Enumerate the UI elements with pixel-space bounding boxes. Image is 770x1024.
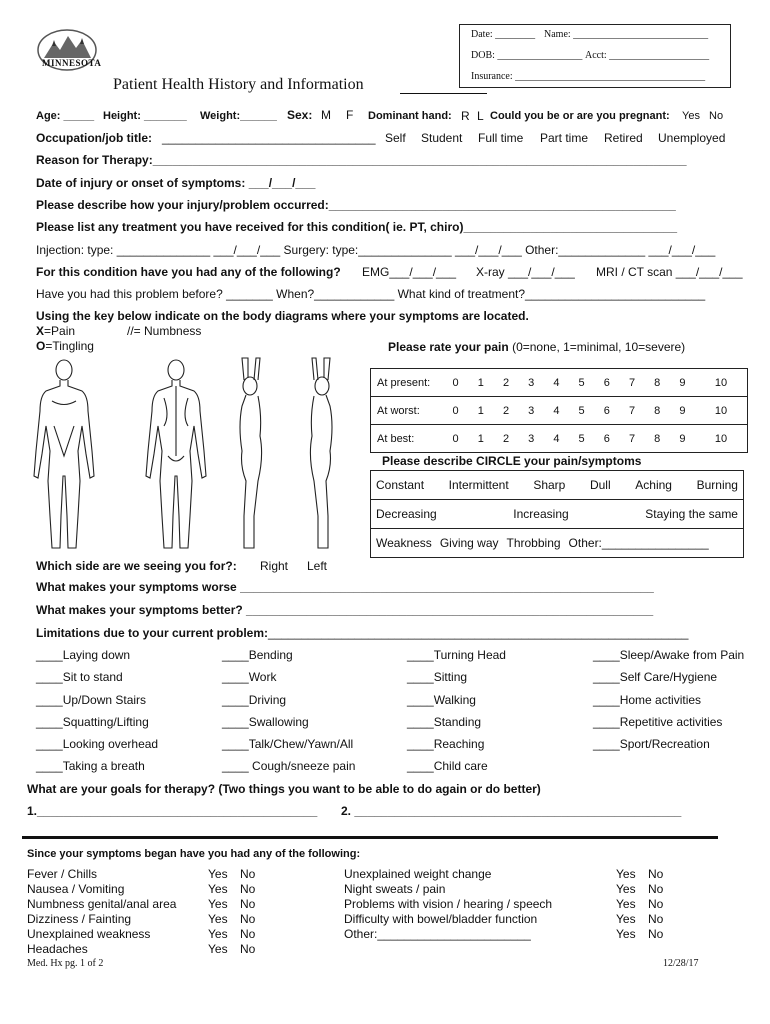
key-x-text: =Pain (44, 324, 76, 338)
pain-score[interactable]: 10 (695, 397, 747, 425)
title-underline (400, 93, 487, 94)
yes-option[interactable]: Yes (616, 912, 636, 926)
footer-page-number: Med. Hx pg. 1 of 2 (27, 958, 104, 969)
dob-field[interactable]: DOB: _________________ (471, 50, 583, 61)
pain-score[interactable]: 3 (519, 397, 544, 425)
sex-label: Sex: (287, 108, 313, 122)
prior-problem-field[interactable]: Have you had this problem before? _______ When?____________ What kind of treatment?___________________________ (36, 287, 706, 301)
limitation-item[interactable]: ____Reaching (407, 737, 485, 751)
red-flag-row (27, 867, 267, 882)
no-option[interactable]: No (648, 867, 664, 881)
red-flag-item: Nausea / Vomiting (27, 882, 125, 896)
pain-score[interactable]: 8 (645, 425, 670, 453)
limitation-item[interactable]: ____Sport/Recreation (593, 737, 710, 751)
pain-score[interactable]: 2 (493, 397, 518, 425)
footer-date: 12/28/17 (663, 958, 699, 969)
side-label: Which side are we seeing you for?: (36, 559, 237, 573)
pain-row-best (371, 425, 748, 453)
red-flag-row (27, 882, 267, 897)
since-left-column (27, 867, 267, 957)
xray-field[interactable]: X-ray ___/___/___ (476, 265, 575, 279)
limitation-item[interactable]: ____ Cough/sneeze pain (222, 759, 356, 773)
pain-score[interactable]: 5 (569, 369, 594, 397)
red-flag-item: Unexplained weakness (27, 927, 151, 941)
pain-rating-table (370, 368, 748, 453)
red-flag-item: Problems with vision / hearing / speech (344, 897, 553, 911)
goal-two-field[interactable]: 2. _________________________________________________ (341, 804, 682, 818)
limitation-item[interactable]: ____Driving (222, 693, 287, 707)
pain-score[interactable]: 1 (468, 425, 493, 453)
pain-score[interactable]: 6 (594, 425, 619, 453)
yes-option[interactable]: Yes (616, 867, 636, 881)
occupation-unemployed-option[interactable]: Unemployed (658, 131, 726, 145)
side-right-option[interactable]: Right (260, 559, 289, 573)
yes-option[interactable]: Yes (208, 942, 228, 956)
occupation-field[interactable]: ________________________________ (162, 131, 376, 145)
goal-one-field[interactable]: 1.__________________________________________ (27, 804, 318, 818)
symptom-option[interactable]: Sharp (533, 478, 566, 492)
yes-option[interactable]: Yes (208, 867, 228, 881)
worse-field[interactable]: What makes your symptoms worse ______________________________________________________________ (36, 580, 654, 594)
pain-score[interactable]: 10 (695, 369, 747, 397)
symptom-row (371, 471, 744, 500)
pain-score[interactable]: 5 (569, 425, 594, 453)
symptom-option[interactable]: Constant (376, 478, 425, 492)
key-x-letter: X (36, 324, 45, 338)
sex-f-option[interactable]: F (346, 108, 354, 122)
limitation-item[interactable]: ____Talk/Chew/Yawn/All (222, 737, 354, 751)
yes-option[interactable]: Yes (616, 927, 636, 941)
pain-score[interactable]: 9 (670, 425, 695, 453)
yes-option[interactable]: Yes (616, 882, 636, 896)
clinic-logo (36, 28, 102, 76)
symptom-option[interactable]: Decreasing (376, 507, 437, 521)
limitation-item[interactable]: ____Swallowing (222, 715, 309, 729)
pain-score[interactable]: 5 (569, 397, 594, 425)
red-flag-row (344, 897, 674, 912)
red-flag-row (344, 867, 674, 882)
body-diagram-back[interactable] (140, 356, 212, 556)
body-diagram-side-right[interactable] (296, 356, 346, 556)
pain-score[interactable]: 8 (645, 397, 670, 425)
pain-row-label: At best: (371, 425, 444, 453)
symptom-option[interactable]: Giving way (439, 536, 499, 550)
limitation-item[interactable]: ____Bending (222, 648, 293, 662)
red-flag-row (27, 897, 267, 912)
insurance-field[interactable]: Insurance: ______________________________________ (471, 71, 706, 82)
patient-info-box (459, 24, 731, 88)
red-flag-item[interactable]: Other:_______________________ (344, 927, 531, 941)
symptom-option[interactable]: Aching (635, 478, 672, 492)
limitations-label: Limitations due to your current problem: (36, 626, 269, 640)
red-flag-item: Dizziness / Fainting (27, 912, 132, 926)
tests-label: For this condition have you had any of the following? (36, 265, 341, 279)
limitation-item[interactable]: ____Repetitive activities (593, 715, 723, 729)
sex-m-option[interactable]: M (321, 108, 331, 122)
diagram-instructions: Using the key below indicate on the body diagrams where your symptoms are located. (36, 309, 529, 323)
symptom-option[interactable]: Throbbing (506, 536, 561, 550)
goals-label: What are your goals for therapy? (Two things you want to be able to do again or do better) (27, 782, 541, 796)
no-option[interactable]: No (240, 912, 256, 926)
injection-surgery-field[interactable]: Injection: type: ______________ ___/___/___ Surgery: type:______________ ___/___/___ Other:_____________ ___/___/___ (36, 243, 716, 257)
pain-score[interactable]: 7 (619, 425, 644, 453)
pain-rating-title (388, 340, 685, 354)
pain-score[interactable]: 1 (468, 369, 493, 397)
describe-injury-field[interactable]: Please describe how your injury/problem occurred:____________________________________________________ (36, 198, 676, 212)
key-pain (36, 324, 75, 338)
red-flag-row (344, 927, 674, 942)
limitation-item[interactable]: ____Looking overhead (36, 737, 159, 751)
symptom-option[interactable]: Burning (696, 478, 738, 492)
pain-symptoms-title: Please describe CIRCLE your pain/symptoms (382, 454, 642, 468)
pain-score[interactable]: 10 (695, 425, 747, 453)
pain-score[interactable]: 9 (670, 397, 695, 425)
yes-option[interactable]: Yes (208, 927, 228, 941)
name-field[interactable]: Name: ___________________________ (544, 29, 709, 40)
pain-score[interactable]: 7 (619, 397, 644, 425)
age-field[interactable]: Age: _____ (36, 110, 95, 122)
acct-field[interactable]: Acct: ____________________ (585, 50, 710, 61)
pain-score[interactable]: 3 (519, 425, 544, 453)
pain-row-label: At present: (371, 369, 444, 397)
treatment-field[interactable]: Please list any treatment you have received for this condition( ie. PT, chiro)________________________________ (36, 220, 678, 234)
key-tingling (36, 339, 94, 353)
red-flag-item: Fever / Chills (27, 867, 98, 881)
since-right-column (344, 867, 674, 942)
limitation-item[interactable]: ____Home activities (593, 693, 702, 707)
symptom-row (371, 529, 744, 558)
red-flag-row (27, 912, 267, 927)
no-option[interactable]: No (240, 897, 256, 911)
symptom-option[interactable]: Staying the same (645, 507, 738, 521)
pain-score[interactable]: 0 (443, 397, 468, 425)
red-flag-row (27, 942, 267, 957)
red-flag-item: Unexplained weight change (344, 867, 492, 881)
limitation-item[interactable]: ____Sleep/Awake from Pain (593, 648, 745, 662)
date-field[interactable]: Date: ________ (471, 29, 536, 40)
emg-field[interactable]: EMG___/___/___ (362, 265, 457, 279)
symptom-option[interactable]: Weakness (376, 536, 432, 550)
occupation-retired-option[interactable]: Retired (604, 131, 643, 145)
pain-score[interactable]: 4 (544, 369, 569, 397)
pain-score[interactable]: 2 (493, 369, 518, 397)
no-option[interactable]: No (648, 927, 664, 941)
occupation-student-option[interactable]: Student (421, 131, 463, 145)
limitation-item[interactable]: ____Laying down (36, 648, 131, 662)
reason-for-therapy-field[interactable]: Reason for Therapy:________________________________________________________________________________ (36, 153, 687, 167)
pain-score[interactable]: 0 (443, 369, 468, 397)
no-option[interactable]: No (240, 942, 256, 956)
pain-score[interactable]: 6 (594, 369, 619, 397)
pain-score[interactable]: 9 (670, 369, 695, 397)
pain-score[interactable]: 2 (493, 425, 518, 453)
occupation-parttime-option[interactable]: Part time (540, 131, 589, 145)
dominant-hand-label: Dominant hand: (368, 110, 452, 122)
limitation-item[interactable]: ____Sit to stand (36, 670, 123, 684)
pain-score[interactable]: 7 (619, 369, 644, 397)
limitation-item[interactable]: ____Turning Head (407, 648, 506, 662)
section-divider (22, 836, 718, 839)
pain-row-worst (371, 397, 748, 425)
no-option[interactable]: No (240, 927, 256, 941)
limitations-blank[interactable]: _______________________________________________________________ (268, 626, 689, 640)
yes-option[interactable]: Yes (208, 897, 228, 911)
pain-row-label: At worst: (371, 397, 444, 425)
no-option[interactable]: No (648, 912, 664, 926)
symptom-option[interactable]: Increasing (513, 507, 569, 521)
symptom-option[interactable]: Intermittent (448, 478, 509, 492)
limitation-item[interactable]: ____Taking a breath (36, 759, 145, 773)
height-field[interactable]: Height: _______ (103, 110, 187, 122)
pain-row-present (371, 369, 748, 397)
no-option[interactable]: No (240, 882, 256, 896)
key-numbness: //= Numbness (127, 324, 202, 338)
pain-symptoms-table (370, 470, 744, 558)
limitation-item[interactable]: ____Standing (407, 715, 482, 729)
no-option[interactable]: No (648, 897, 664, 911)
limitation-item[interactable]: ____Sitting (407, 670, 468, 684)
red-flag-row (344, 882, 674, 897)
red-flag-row (344, 912, 674, 927)
pain-rating-scale: (0=none, 1=minimal, 10=severe) (512, 340, 686, 354)
key-o-text: =Tingling (45, 339, 94, 353)
pain-score[interactable]: 4 (544, 425, 569, 453)
pain-score[interactable]: 1 (468, 397, 493, 425)
yes-option[interactable]: Yes (616, 897, 636, 911)
occupation-label: Occupation/job title: (36, 131, 152, 145)
side-left-option[interactable]: Left (307, 559, 328, 573)
symptom-option[interactable]: Other:________________ (568, 536, 709, 550)
no-option[interactable]: No (240, 867, 256, 881)
pain-score[interactable]: 3 (519, 369, 544, 397)
pregnant-no-option[interactable]: No (709, 110, 724, 122)
red-flag-item: Numbness genital/anal area (27, 897, 177, 911)
red-flag-row (27, 927, 267, 942)
limitation-item[interactable]: ____Squatting/Lifting (36, 715, 149, 729)
limitation-item[interactable]: ____Work (222, 670, 277, 684)
red-flag-item: Difficulty with bowel/bladder function (344, 912, 538, 926)
pregnant-yes-option[interactable]: Yes (682, 110, 700, 122)
body-diagram-front[interactable] (28, 356, 100, 556)
red-flag-item: Headaches (27, 942, 88, 956)
pain-score[interactable]: 4 (544, 397, 569, 425)
since-label: Since your symptoms began have you had any of the following: (27, 848, 361, 860)
weight-field[interactable]: Weight:______ (200, 110, 277, 122)
limitation-item[interactable]: ____Up/Down Stairs (36, 693, 147, 707)
body-diagram-side-left[interactable] (226, 356, 276, 556)
better-field[interactable]: What makes your symptoms better? _____________________________________________________________ (36, 603, 654, 617)
occupation-self-option[interactable]: Self (385, 131, 406, 145)
no-option[interactable]: No (648, 882, 664, 896)
symptom-option[interactable]: Dull (589, 478, 611, 492)
pain-score[interactable]: 0 (443, 425, 468, 453)
red-flag-item: Night sweats / pain (344, 882, 446, 896)
pain-score[interactable]: 6 (594, 397, 619, 425)
limitations-row (36, 626, 688, 640)
limitation-item[interactable]: ____Walking (407, 693, 476, 707)
dominant-l-option[interactable]: L (477, 109, 484, 123)
pregnant-label: Could you be or are you pregnant: (490, 110, 670, 122)
occupation-fulltime-option[interactable]: Full time (478, 131, 524, 145)
dominant-r-option[interactable]: R (461, 109, 470, 123)
yes-option[interactable]: Yes (208, 882, 228, 896)
limitation-item[interactable]: ____Self Care/Hygiene (593, 670, 718, 684)
mri-field[interactable]: MRI / CT scan ___/___/___ (596, 265, 743, 279)
pain-rating-label: Please rate your pain (388, 340, 509, 354)
injury-date-field[interactable]: Date of injury or onset of symptoms: ___/___/___ (36, 176, 316, 190)
pain-score[interactable]: 8 (645, 369, 670, 397)
logo-text: MINNESOTA (42, 58, 102, 68)
page-title: Patient Health History and Information (113, 76, 364, 93)
limitation-item[interactable]: ____Child care (407, 759, 488, 773)
key-o-letter: O (36, 339, 46, 353)
symptom-row (371, 500, 744, 529)
yes-option[interactable]: Yes (208, 912, 228, 926)
